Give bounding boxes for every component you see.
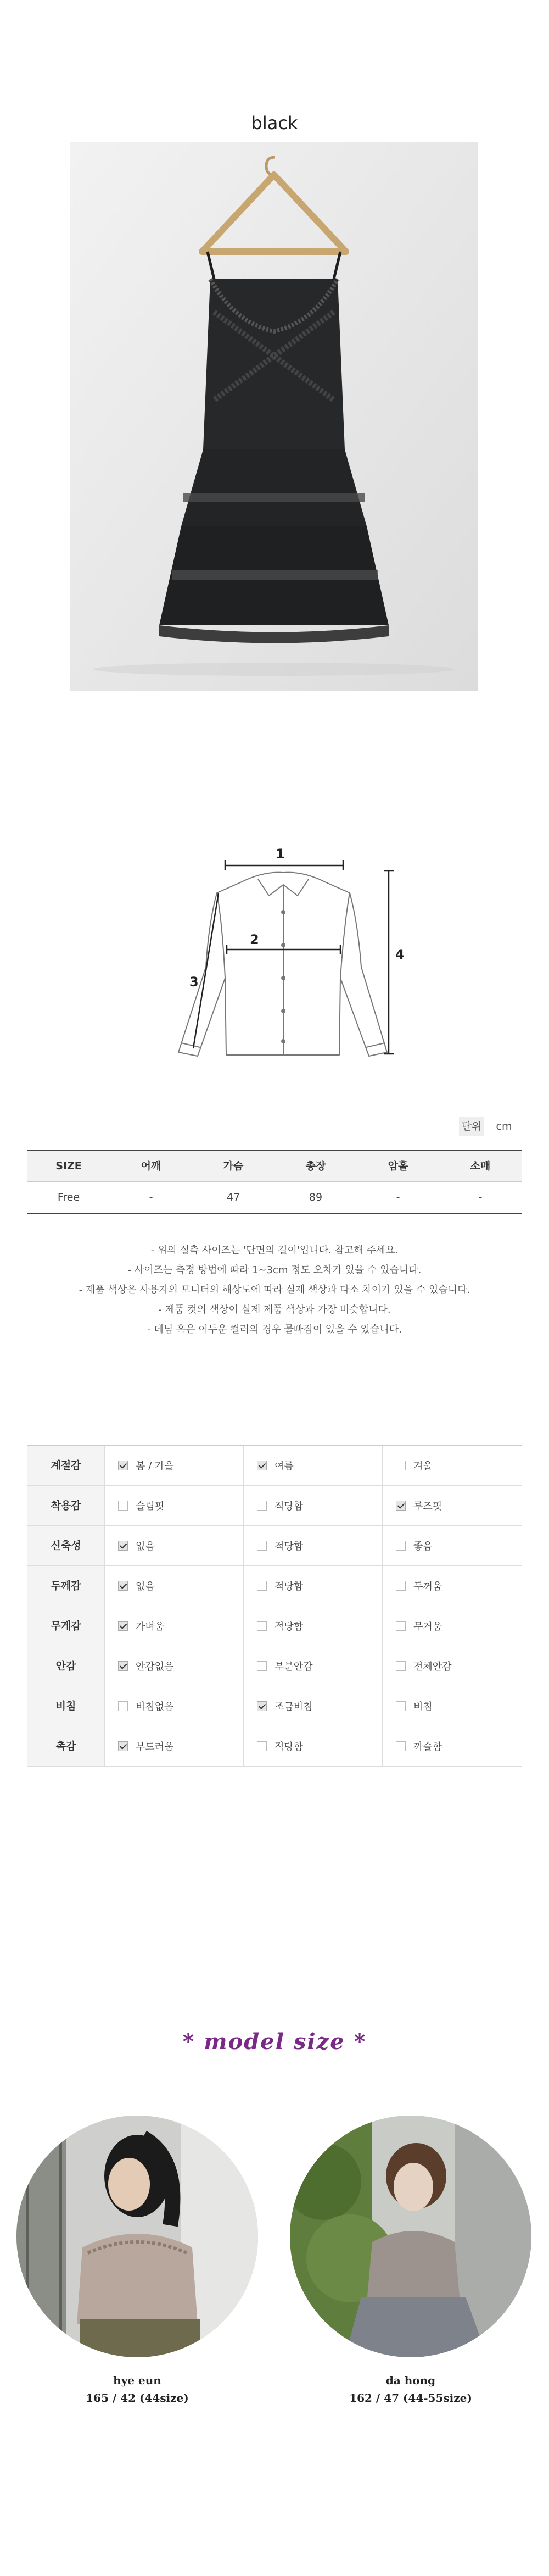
property-option-label: 비침없음 bbox=[136, 1701, 174, 1713]
diagram-label-1: 1 bbox=[276, 846, 285, 862]
property-option-label: 가벼움 bbox=[136, 1621, 165, 1633]
property-option-label: 슬림핏 bbox=[136, 1501, 165, 1512]
size-cell: - bbox=[478, 1191, 483, 1203]
property-option-label: 봄 / 가을 bbox=[136, 1461, 174, 1472]
property-option-label: 전체안감 bbox=[413, 1661, 452, 1673]
diagram-label-2: 2 bbox=[250, 932, 259, 947]
size-notes bbox=[27, 1241, 522, 1340]
note-line: - 제품 컷의 색상이 실제 제품 색상과 가장 비슷합니다. bbox=[158, 1304, 391, 1315]
unchecked-box-icon bbox=[396, 1461, 406, 1470]
size-header-sleeve: 소매 bbox=[470, 1160, 491, 1172]
unchecked-box-icon bbox=[257, 1621, 267, 1631]
property-row bbox=[27, 1646, 522, 1686]
size-cell: - bbox=[149, 1191, 153, 1203]
unchecked-box-icon bbox=[396, 1621, 406, 1631]
property-option-label: 비침 bbox=[413, 1701, 433, 1713]
checked-box-icon bbox=[118, 1581, 128, 1591]
unchecked-box-icon bbox=[396, 1581, 406, 1591]
checked-box-icon bbox=[118, 1541, 128, 1551]
size-cell: - bbox=[396, 1191, 400, 1203]
size-header-armhole: 암홀 bbox=[388, 1160, 408, 1172]
property-option-label: 루즈핏 bbox=[413, 1501, 442, 1512]
property-row bbox=[27, 1486, 522, 1526]
unchecked-box-icon bbox=[257, 1541, 267, 1551]
model-name: hye eun bbox=[113, 2374, 161, 2387]
property-row bbox=[27, 1726, 522, 1767]
property-option bbox=[105, 1526, 244, 1565]
property-option bbox=[383, 1606, 522, 1646]
property-option-label: 적당함 bbox=[274, 1621, 304, 1633]
property-option bbox=[244, 1526, 383, 1565]
model-name: da hong bbox=[385, 2374, 436, 2387]
property-label: 계절감 bbox=[27, 1446, 105, 1485]
unchecked-box-icon bbox=[257, 1501, 267, 1511]
unchecked-box-icon bbox=[396, 1661, 406, 1671]
note-line: - 제품 색상은 사용자의 모니터의 해상도에 따라 실제 색상과 다소 차이가 있을 수 있습니다. bbox=[79, 1284, 470, 1296]
model-photo bbox=[16, 2116, 258, 2357]
property-row bbox=[27, 1606, 522, 1646]
size-table-row bbox=[27, 1182, 522, 1214]
property-option-label: 적당함 bbox=[274, 1541, 304, 1552]
property-option bbox=[383, 1686, 522, 1726]
product-color-label: black bbox=[251, 113, 298, 134]
property-option bbox=[383, 1566, 522, 1606]
dress-illustration bbox=[70, 142, 478, 691]
property-label: 안감 bbox=[27, 1646, 105, 1686]
unchecked-box-icon bbox=[118, 1701, 128, 1711]
property-option bbox=[244, 1446, 383, 1485]
property-label: 촉감 bbox=[27, 1726, 105, 1766]
property-option-label: 무거움 bbox=[413, 1621, 442, 1633]
checked-box-icon bbox=[118, 1661, 128, 1671]
checked-box-icon bbox=[118, 1461, 128, 1470]
property-option-label: 좋음 bbox=[413, 1541, 433, 1552]
property-option-label: 없음 bbox=[136, 1541, 155, 1552]
property-option bbox=[383, 1526, 522, 1565]
property-option-label: 두꺼움 bbox=[413, 1581, 442, 1592]
properties-table bbox=[27, 1445, 522, 1767]
size-header-length: 총장 bbox=[305, 1160, 326, 1172]
property-option bbox=[105, 1606, 244, 1646]
checked-box-icon bbox=[396, 1501, 406, 1511]
property-option bbox=[105, 1646, 244, 1686]
property-option-label: 안감없음 bbox=[136, 1661, 174, 1673]
property-option bbox=[244, 1606, 383, 1646]
property-option-label: 부드러움 bbox=[136, 1741, 174, 1753]
size-cell: 89 bbox=[309, 1191, 323, 1203]
size-header-shoulder: 어깨 bbox=[141, 1160, 161, 1172]
note-line: - 데님 혹은 어두운 컬러의 경우 물빠짐이 있을 수 있습니다. bbox=[147, 1324, 402, 1335]
property-option-label: 겨울 bbox=[413, 1461, 433, 1472]
property-label: 무게감 bbox=[27, 1606, 105, 1646]
note-line: - 사이즈는 측정 방법에 따라 1~3cm 정도 오차가 있을 수 있습니다. bbox=[127, 1264, 422, 1276]
property-option-label: 까슬함 bbox=[413, 1741, 442, 1753]
property-option bbox=[244, 1726, 383, 1766]
product-photo bbox=[70, 142, 478, 691]
property-option bbox=[105, 1486, 244, 1525]
property-option bbox=[244, 1486, 383, 1525]
property-option bbox=[244, 1686, 383, 1726]
property-option-label: 부분안감 bbox=[274, 1661, 313, 1673]
property-row bbox=[27, 1566, 522, 1606]
property-option bbox=[105, 1446, 244, 1485]
property-option bbox=[244, 1646, 383, 1686]
unchecked-box-icon bbox=[396, 1741, 406, 1751]
property-option bbox=[383, 1446, 522, 1485]
property-label: 신축성 bbox=[27, 1526, 105, 1565]
checked-box-icon bbox=[257, 1701, 267, 1711]
unchecked-box-icon bbox=[257, 1661, 267, 1671]
checked-box-icon bbox=[118, 1621, 128, 1631]
model-photo bbox=[290, 2116, 531, 2357]
model-size-title: * model size * bbox=[182, 2029, 367, 2055]
diagram-label-3: 3 bbox=[189, 974, 199, 990]
property-option bbox=[383, 1726, 522, 1766]
property-option-label: 적당함 bbox=[274, 1741, 304, 1753]
unit-value: cm bbox=[496, 1120, 512, 1132]
property-option-label: 적당함 bbox=[274, 1581, 304, 1592]
property-option bbox=[383, 1486, 522, 1525]
size-table bbox=[27, 1150, 522, 1213]
property-option bbox=[105, 1686, 244, 1726]
property-label: 비침 bbox=[27, 1686, 105, 1726]
property-row bbox=[27, 1526, 522, 1566]
unchecked-box-icon bbox=[118, 1501, 128, 1511]
property-option-label: 조금비침 bbox=[274, 1701, 313, 1713]
unit-label: 단위 bbox=[459, 1117, 484, 1136]
model-stats: 162 / 47 (44-55size) bbox=[349, 2391, 472, 2405]
property-option bbox=[244, 1566, 383, 1606]
size-header-chest: 가슴 bbox=[223, 1160, 244, 1172]
property-row bbox=[27, 1446, 522, 1486]
property-option bbox=[105, 1566, 244, 1606]
checked-box-icon bbox=[257, 1461, 267, 1470]
unchecked-box-icon bbox=[396, 1701, 406, 1711]
unchecked-box-icon bbox=[396, 1541, 406, 1551]
size-cell: Free bbox=[57, 1191, 80, 1203]
size-diagram bbox=[154, 841, 417, 1061]
property-label: 두께감 bbox=[27, 1566, 105, 1606]
size-header-size: SIZE bbox=[55, 1160, 82, 1172]
property-option bbox=[105, 1726, 244, 1766]
model-stats: 165 / 42 (44size) bbox=[86, 2391, 189, 2405]
property-option-label: 없음 bbox=[136, 1581, 155, 1592]
unchecked-box-icon bbox=[257, 1581, 267, 1591]
property-option-label: 여름 bbox=[274, 1461, 294, 1472]
checked-box-icon bbox=[118, 1741, 128, 1751]
property-label: 착용감 bbox=[27, 1486, 105, 1525]
unchecked-box-icon bbox=[257, 1741, 267, 1751]
property-option bbox=[383, 1646, 522, 1686]
size-cell: 47 bbox=[226, 1191, 240, 1203]
diagram-label-4: 4 bbox=[395, 947, 405, 962]
size-table-header bbox=[27, 1150, 522, 1182]
property-row bbox=[27, 1686, 522, 1726]
property-option-label: 적당함 bbox=[274, 1501, 304, 1512]
note-line: - 위의 실측 사이즈는 '단면의 길이'입니다. 참고해 주세요. bbox=[150, 1245, 399, 1256]
